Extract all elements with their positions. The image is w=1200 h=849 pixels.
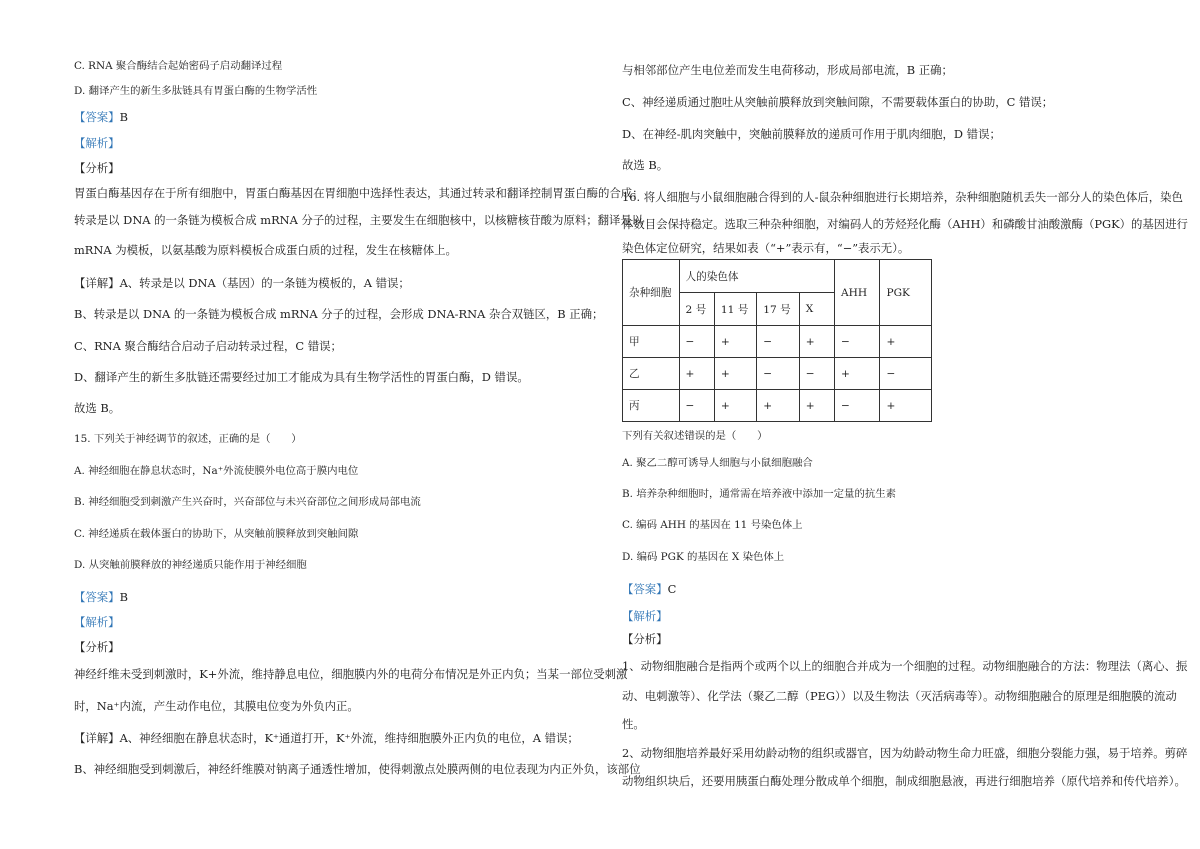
table-cell: − bbox=[835, 390, 880, 422]
q14-analysis-line-2: 转录是以 DNA 的一条链为模板合成 mRNA 分子的过程，主要发生在细胞核中，以核糖核苷酸为原料；翻译是以 bbox=[74, 213, 644, 227]
row-name: 丙 bbox=[623, 390, 680, 422]
q14-answer bbox=[74, 110, 128, 124]
chromosome-table bbox=[622, 259, 932, 422]
answer-value: B bbox=[119, 110, 128, 124]
q14-analysis-line-3: mRNA 为模板，以氨基酸为原料模板合成蛋白质的过程，发生在核糖体上。 bbox=[74, 243, 457, 257]
table-cell: − bbox=[757, 326, 799, 358]
table-cell: + bbox=[679, 358, 714, 390]
q14-option-d: D. 翻译产生的新生多肽链具有胃蛋白酶的生物学活性 bbox=[74, 85, 318, 97]
q16-stem-line-1: 16. 将人细胞与小鼠细胞融合得到的人-鼠杂种细胞进行长期培养，杂种细胞随机丢失一部分人的染色体后，染色 bbox=[622, 190, 1183, 204]
table-row bbox=[623, 326, 932, 358]
table-cell: + bbox=[880, 390, 932, 422]
q16-stem-line-2: 体数目会保持稳定。选取三种杂种细胞，对编码人的芳烃羟化酶（AHH）和磷酸甘油酸激酶（PGK）的基因进行 bbox=[622, 217, 1188, 231]
q16-fenxi-tag: 【分析】 bbox=[622, 632, 668, 646]
table-cell: − bbox=[679, 390, 714, 422]
table-cell: + bbox=[799, 326, 834, 358]
q14-detail-a: 【详解】A、转录是以 DNA（基因）的一条链为模板的，A 错误； bbox=[74, 276, 410, 290]
q15-analysis-tag: 【解析】 bbox=[74, 615, 120, 629]
q14-detail-d: D、翻译产生的新生多肽链还需要经过加工才能成为具有生物学活性的胃蛋白酶，D 错误。 bbox=[74, 370, 529, 384]
q14-analysis-line-1: 胃蛋白酶基因存在于所有细胞中，胃蛋白酶基因在胃细胞中选择性表达，其通过转录和翻译控制胃蛋白酶的合成； bbox=[74, 186, 644, 200]
answer-value: C bbox=[667, 582, 677, 596]
q16-option-a: A. 聚乙二醇可诱导人细胞与小鼠细胞融合 bbox=[622, 457, 813, 469]
q16-option-d: D. 编码 PGK 的基因在 X 染色体上 bbox=[622, 551, 785, 563]
q14-option-c: C. RNA 聚合酶结合起始密码子启动翻译过程 bbox=[74, 60, 283, 72]
q14-analysis-tag: 【解析】 bbox=[74, 136, 120, 150]
q15-analysis-line-2: 时，Na⁺内流，产生动作电位，其膜电位变为外负内正。 bbox=[74, 699, 359, 713]
q16-analysis-line-5: 动物组织块后，还要用胰蛋白酶处理分散成单个细胞，制成细胞悬液，再进行细胞培养（原代培养和传代培养）。 bbox=[622, 774, 1186, 788]
q16-analysis-line-4: 2、动物细胞培养最好采用幼龄动物的组织或器官，因为幼龄动物生命力旺盛，细胞分裂能力强，易于培养。剪碎 bbox=[622, 746, 1188, 760]
table-row bbox=[623, 358, 932, 390]
q16-analysis-tag: 【解析】 bbox=[622, 609, 668, 623]
header-hybrid-cell: 杂种细胞 bbox=[623, 260, 680, 326]
answer-value: B bbox=[119, 590, 128, 604]
row-name: 甲 bbox=[623, 326, 680, 358]
q16-analysis-line-3: 性。 bbox=[622, 717, 645, 731]
q15-fenxi-tag: 【分析】 bbox=[74, 640, 120, 654]
q15-option-b: B. 神经细胞受到刺激产生兴奋时，兴奋部位与未兴奋部位之间形成局部电流 bbox=[74, 496, 421, 508]
table-row bbox=[623, 390, 932, 422]
header-pgk: PGK bbox=[880, 260, 932, 326]
q16-option-b: B. 培养杂种细胞时，通常需在培养液中添加一定量的抗生素 bbox=[622, 488, 897, 500]
table-cell: − bbox=[757, 358, 799, 390]
header-chrom-x: X bbox=[799, 293, 834, 326]
q16-answer bbox=[622, 582, 676, 596]
q15-choose: 故选 B。 bbox=[622, 158, 669, 172]
q15-detail-d: D、在神经-肌肉突触中，突触前膜释放的递质可作用于肌肉细胞，D 错误； bbox=[622, 127, 1001, 141]
q14-choose: 故选 B。 bbox=[74, 401, 121, 415]
q15-option-d: D. 从突触前膜释放的神经递质只能作用于神经细胞 bbox=[74, 559, 307, 571]
table-cell: + bbox=[799, 390, 834, 422]
q15-analysis-line-1: 神经纤维未受到刺激时，K+外流，维持静息电位，细胞膜内外的电荷分布情况是外正内负；当某一部位受刺激 bbox=[74, 667, 628, 681]
q15-stem: 15. 下列关于神经调节的叙述，正确的是（ ） bbox=[74, 433, 302, 445]
table-cell: − bbox=[679, 326, 714, 358]
table-cell: − bbox=[835, 326, 880, 358]
header-chrom-2: 2 号 bbox=[679, 293, 714, 326]
table-cell: + bbox=[714, 326, 756, 358]
q14-detail-b: B、转录是以 DNA 的一条链为模板合成 mRNA 分子的过程，会形成 DNA-RNA 杂合双链区，B 正确； bbox=[74, 307, 604, 321]
q15-answer bbox=[74, 590, 128, 604]
row-name: 乙 bbox=[623, 358, 680, 390]
table-cell: + bbox=[714, 358, 756, 390]
q14-fenxi-tag: 【分析】 bbox=[74, 161, 120, 175]
q15-detail-b: B、神经细胞受到刺激后，神经纤维膜对钠离子通透性增加，使得刺激点处膜两侧的电位表现为内正外负，该部位 bbox=[74, 762, 641, 776]
q16-stem-line-3: 染色体定位研究，结果如表（“+”表示有，“−”表示无）。 bbox=[622, 241, 910, 255]
header-ahh: AHH bbox=[835, 260, 880, 326]
header-human-chromosome: 人的染色体 bbox=[679, 260, 834, 293]
q16-analysis-line-2: 动、电刺激等）、化学法（聚乙二醇（PEG））以及生物法（灭活病毒等）。动物细胞融合的原理是细胞膜的流动 bbox=[622, 689, 1177, 703]
table-cell: + bbox=[714, 390, 756, 422]
q15-option-c: C. 神经递质在载体蛋白的协助下，从突触前膜释放到突触间隙 bbox=[74, 528, 359, 540]
q15-detail-b-cont: 与相邻部位产生电位差而发生电荷移动，形成局部电流，B 正确； bbox=[622, 63, 953, 77]
table-cell: + bbox=[757, 390, 799, 422]
q15-option-a: A. 神经细胞在静息状态时，Na⁺外流使膜外电位高于膜内电位 bbox=[74, 465, 359, 477]
table-cell: + bbox=[880, 326, 932, 358]
answer-tag: 【答案】 bbox=[74, 590, 120, 604]
q16-analysis-line-1: 1、动物细胞融合是指两个或两个以上的细胞合并成为一个细胞的过程。动物细胞融合的方法：物理法（离心、振 bbox=[622, 659, 1188, 673]
answer-tag: 【答案】 bbox=[622, 582, 668, 596]
table-cell: + bbox=[835, 358, 880, 390]
q15-detail-a: 【详解】A、神经细胞在静息状态时，K⁺通道打开，K⁺外流，维持细胞膜外正内负的电位，A 错误； bbox=[74, 731, 579, 745]
q15-detail-c: C、神经递质通过胞吐从突触前膜释放到突触间隙，不需要载体蛋白的协助，C 错误； bbox=[622, 95, 1054, 109]
q16-question: 下列有关叙述错误的是（ ） bbox=[622, 430, 768, 442]
answer-tag: 【答案】 bbox=[74, 110, 120, 124]
q16-option-c: C. 编码 AHH 的基因在 11 号染色体上 bbox=[622, 519, 803, 531]
table-cell: − bbox=[799, 358, 834, 390]
q14-detail-c: C、RNA 聚合酶结合启动子启动转录过程，C 错误； bbox=[74, 339, 342, 353]
header-chrom-11: 11 号 bbox=[714, 293, 756, 326]
table-cell: − bbox=[880, 358, 932, 390]
header-chrom-17: 17 号 bbox=[757, 293, 799, 326]
